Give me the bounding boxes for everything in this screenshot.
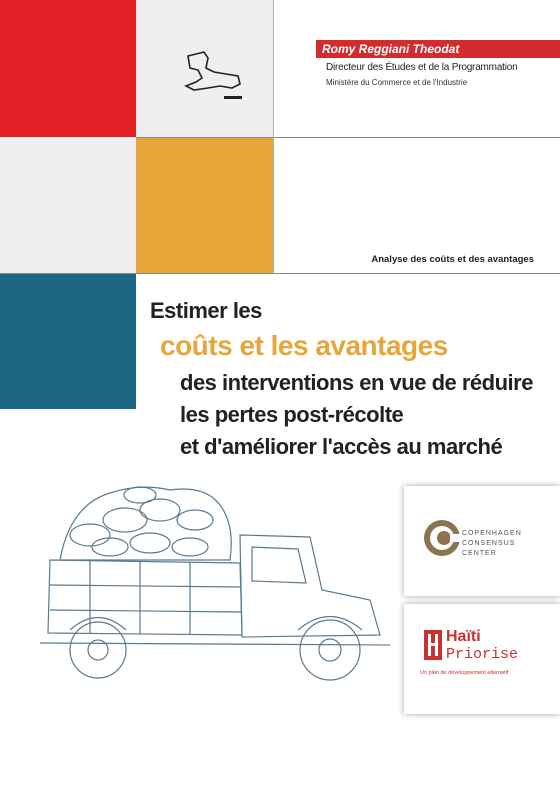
truck-illustration xyxy=(30,465,410,700)
haiti-map-icon xyxy=(180,38,250,108)
cc-swirl-icon xyxy=(422,516,462,560)
title-line-3: des interventions en vue de réduire xyxy=(180,370,533,395)
haiti-name: Haïti xyxy=(446,628,481,645)
cc-line-1: COPENHAGEN xyxy=(462,530,522,537)
orange-block xyxy=(136,137,273,273)
haiti-priorise-logo xyxy=(404,604,560,714)
teal-block xyxy=(0,273,136,409)
cc-line-3: CENTER xyxy=(462,550,497,557)
author-role: Directeur des Études et de la Programmation xyxy=(326,62,518,73)
section-label: Analyse des coûts et des avantages xyxy=(371,254,534,265)
author-name: Romy Reggiani Theodat xyxy=(322,42,460,56)
title-line-4: les pertes post-récolte xyxy=(180,402,404,427)
haiti-tagline: Un plan de développement alternatif xyxy=(420,670,509,676)
priorise-name: Priorise xyxy=(446,646,519,663)
title-line-5: et d'améliorer l'accès au marché xyxy=(180,434,503,459)
divider-line-2 xyxy=(0,273,560,274)
grey-block-mid xyxy=(0,137,136,273)
red-block xyxy=(0,0,136,137)
title-line-1: Estimer les xyxy=(150,298,262,323)
title-line-2: coûts et les avantages xyxy=(160,330,448,361)
copenhagen-consensus-logo xyxy=(404,486,560,596)
haiti-h-icon xyxy=(424,630,442,660)
cc-line-2: CONSENSUS xyxy=(462,540,516,547)
divider-vline xyxy=(273,0,274,273)
author-org: Ministère du Commerce et de l'Industrie xyxy=(326,78,468,87)
divider-line-1 xyxy=(136,137,560,138)
